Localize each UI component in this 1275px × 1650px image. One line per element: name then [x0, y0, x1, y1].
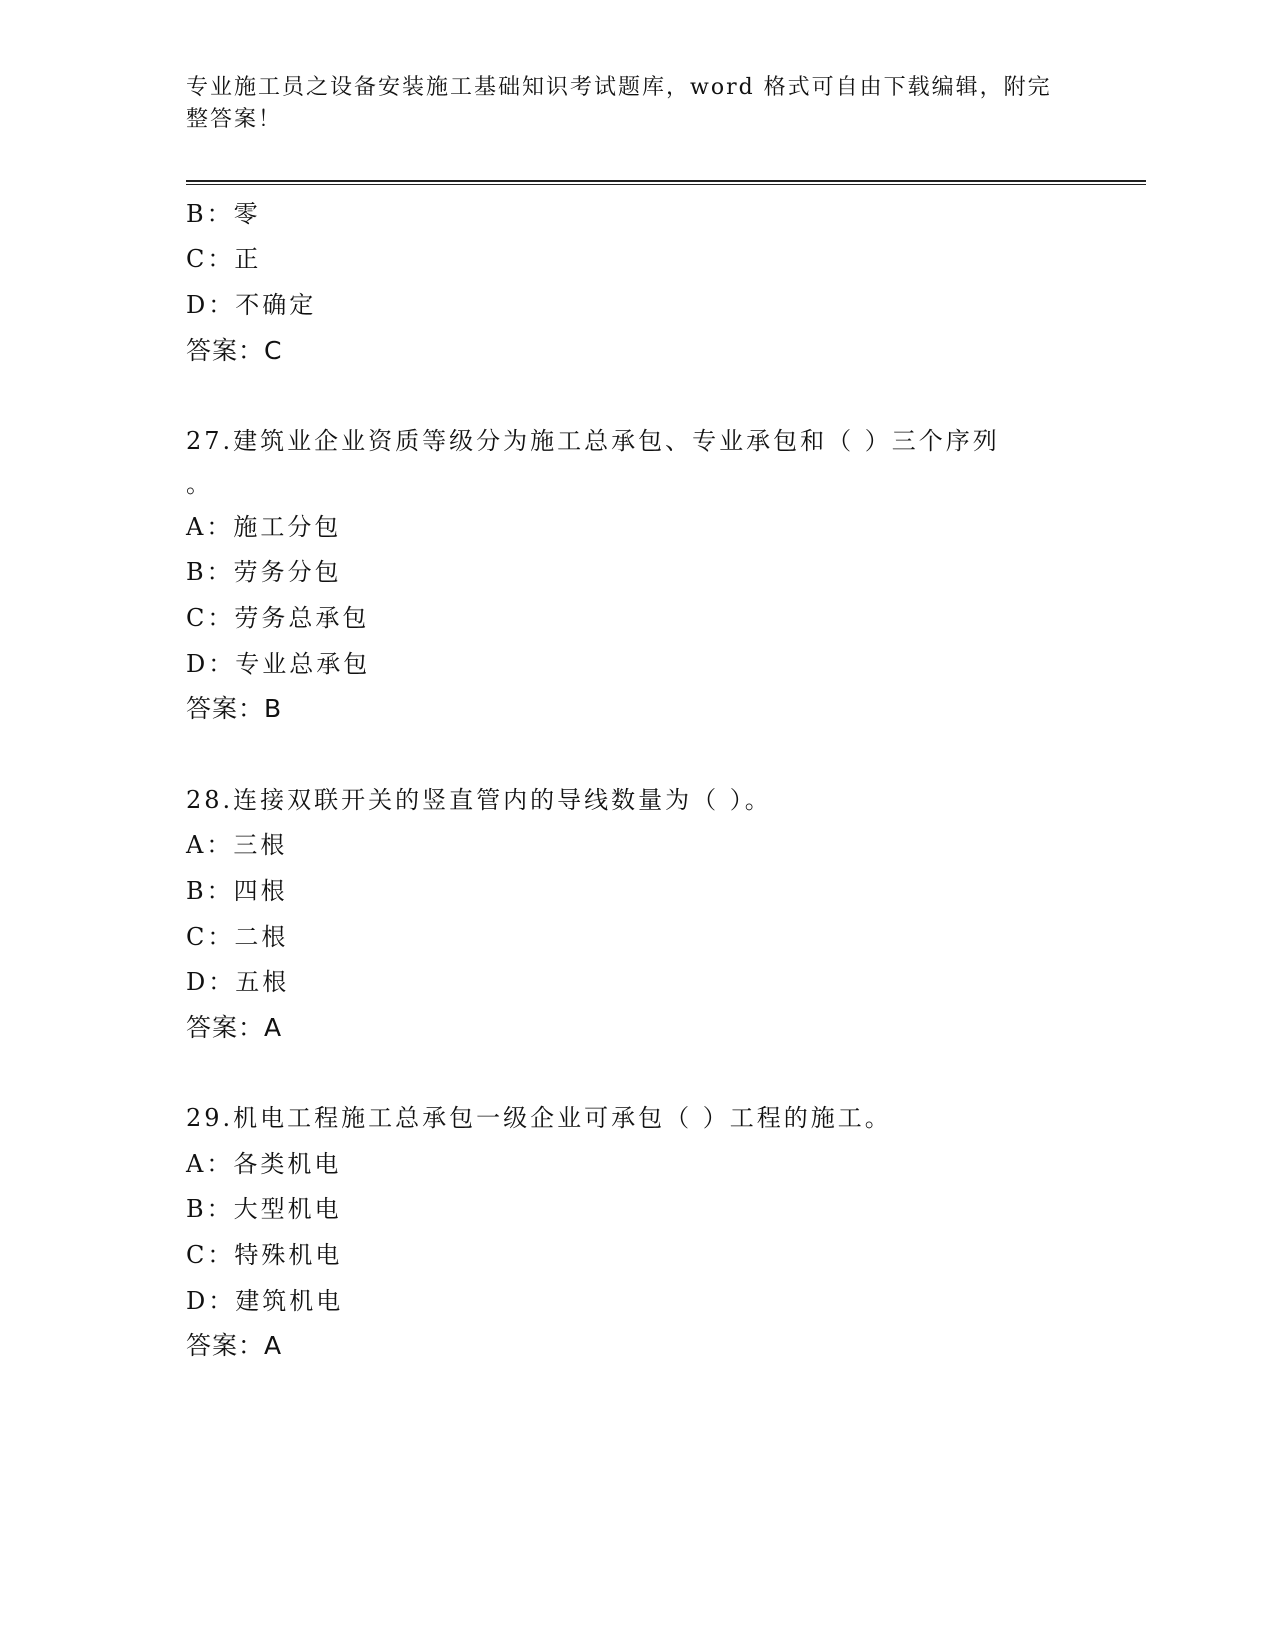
document-page [186, 72, 1146, 1369]
option-b: B：大型机电 [186, 1195, 342, 1224]
option-c: C：正 [186, 245, 262, 274]
option-a: A：三根 [186, 831, 288, 860]
question-28 [186, 777, 1146, 1051]
answer-line: 答案：A [186, 1331, 283, 1361]
answer-line: 答案：C [186, 335, 283, 365]
option-c: C：二根 [186, 922, 289, 951]
answer-line: 答案：B [186, 694, 283, 724]
header-divider [186, 180, 1146, 185]
option-a: A：各类机电 [186, 1149, 342, 1178]
option-c: C：特殊机电 [186, 1241, 343, 1270]
option-c: C：劳务总承包 [186, 603, 370, 632]
document-header: 专业施工员之设备安装施工基础知识考试题库，word 格式可自由下载编辑，附完整答案！ [186, 75, 1052, 132]
answer-line: 答案：A [186, 1012, 283, 1042]
option-b: B：四根 [186, 876, 288, 905]
question-text: 28.连接双联开关的竖直管内的导线数量为（ ）。 [186, 785, 772, 814]
question-text: 27.建筑业企业资质等级分为施工总承包、专业承包和（ ）三个序列 [186, 427, 1000, 456]
option-b: B：劳务分包 [186, 558, 342, 587]
option-d: D：专业总承包 [186, 649, 371, 678]
option-d: D：不确定 [186, 290, 317, 319]
question-text: 29.机电工程施工总承包一级企业可承包（ ）工程的施工。 [186, 1104, 892, 1133]
question-text-continued: 。 [186, 469, 213, 498]
prev-question-block [186, 191, 1146, 373]
question-29 [186, 1096, 1146, 1370]
question-27 [186, 418, 1146, 732]
option-d: D：五根 [186, 968, 290, 997]
option-d: D：建筑机电 [186, 1286, 344, 1315]
option-a: A：施工分包 [186, 512, 342, 541]
option-b: B：零 [186, 199, 261, 228]
